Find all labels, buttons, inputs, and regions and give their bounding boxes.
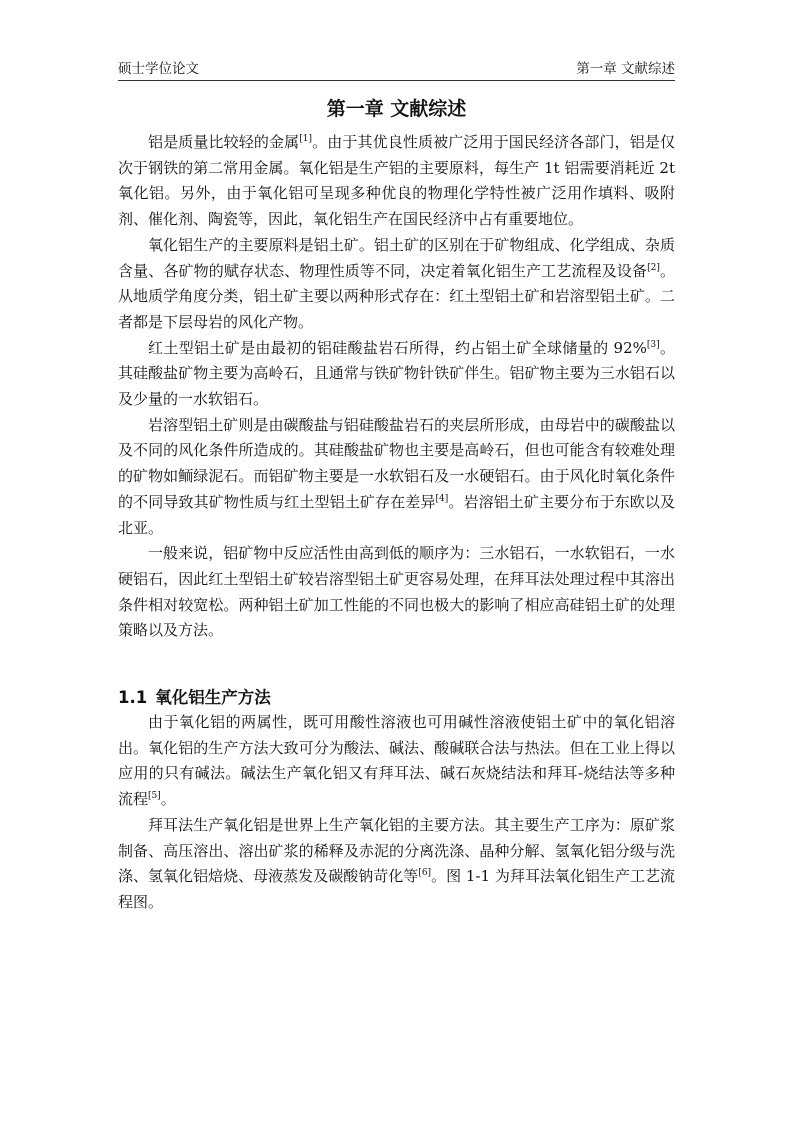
header-chapter-label: 第一章 文献综述 (576, 61, 675, 77)
citation-ref: [6] (418, 868, 432, 879)
citation-ref: [4] (435, 493, 449, 504)
paragraph-text: 。由于其优良性质被广泛用于国民经济各部门，铝是仅次于钢铁的第二常用金属。氧化铝是生产铝的主要原料，每生产 1t 铝需要消耗近 2t 氧化铝。另外，由于氧化铝可呈现多种优良的物理化学特性被广泛用作填料、吸附剂、催化剂、陶瓷等，因此，氧化铝生产在国民经济中占有重要地位。 (118, 133, 675, 229)
paragraph-text: 氧化铝生产的主要原料是铝土矿。铝土矿的区别在于矿物组成、化学组成、杂质含量、各矿物的赋存状态、物理性质等不同，决定着氧化铝生产工艺流程及设备 (118, 235, 675, 280)
header-thesis-label: 硕士学位论文 (118, 61, 199, 77)
section-number: 1.1 (118, 688, 148, 708)
paragraph-text: 。图 1-1 为拜耳法氧化铝生产工艺流程图。 (118, 867, 675, 911)
paragraph-text: 一般来说，铝矿物中反应活性由高到低的顺序为：三水铝石，一水软铝石，一水硬铝石，因此红土型铝土矿较岩溶型铝土矿更容易处理，在拜耳法处理过程中其溶出条件相对较宽松。两种铝土矿加工性能的不同也极大的影响了相应高硅铝土矿的处理策略以及方法。 (118, 544, 675, 640)
paragraph-1 (118, 130, 675, 233)
paragraph-text: 。从地质学角度分类，铝土矿主要以两种形式存在：红土型铝土矿和岩溶型铝土矿。二者都是下层母岩的风化产物。 (118, 261, 675, 331)
section-paragraph-2 (118, 813, 675, 916)
citation-ref: [5] (148, 791, 161, 802)
paragraph-text: 。 (160, 790, 176, 809)
paragraph-text: 。岩溶铝土矿主要分布于东欧以及北亚。 (118, 492, 675, 537)
paragraph-text: 岩溶型铝土矿则是由碳酸盐与铝硅酸盐岩石的夹层所形成，由母岩中的碳酸盐以及不同的风化条件所造成的。其硅酸盐矿物也主要是高岭石，但也可能含有较难处理的矿物如鲕绿泥石。而铝矿物主要是一水软铝石及一水硬铝石。由于风化时氧化条件的不同导致其矿物性质与红土型铝土矿存在差异 (118, 415, 675, 511)
paragraph-text: 铝是质量比较轻的金属 (148, 133, 300, 151)
paragraph-2 (118, 233, 675, 336)
section-paragraph-1 (118, 710, 675, 813)
page-body (118, 96, 675, 916)
citation-ref: [2] (647, 262, 660, 273)
paragraph-3 (118, 336, 675, 413)
chapter-title: 第一章 文献综述 (326, 98, 467, 120)
paragraph-5 (118, 541, 675, 644)
paragraph-text: 。其硅酸盐矿物主要为高岭石，且通常与铁矿物针铁矿伴生。铝矿物主要为三水铝石以及少量的一水软铝石。 (118, 338, 675, 409)
paragraph-4 (118, 413, 675, 542)
paragraph-text: 红土型铝土矿是由最初的铝硅酸盐岩石所得，约占铝土矿全球储量的 92% (148, 338, 647, 357)
section-title: 氧化铝生产方法 (155, 688, 271, 708)
citation-ref: [3] (646, 339, 660, 350)
page-header (118, 56, 675, 81)
section-heading (118, 686, 675, 710)
citation-ref: [1] (299, 134, 312, 144)
paragraph-text: 拜耳法生产氧化铝是世界上生产氧化铝的主要方法。其主要生产工序为：原矿浆制备、高压溶出、溶出矿浆的稀释及赤泥的分离洗涤、晶种分解、氢氧化铝分级与洗涤、氢氧化铝焙烧、母液蒸发及碳酸钠苛化等 (118, 815, 675, 886)
paragraph-text: 由于氧化铝的两属性，既可用酸性溶液也可用碱性溶液使铝土矿中的氧化铝溶出。氧化铝的生产方法大致可分为酸法、碱法、酸碱联合法与热法。但在工业上得以应用的只有碱法。碱法生产氧化铝又有拜耳法、碱石灰烧结法和拜耳-烧结法等多种流程 (118, 713, 675, 809)
